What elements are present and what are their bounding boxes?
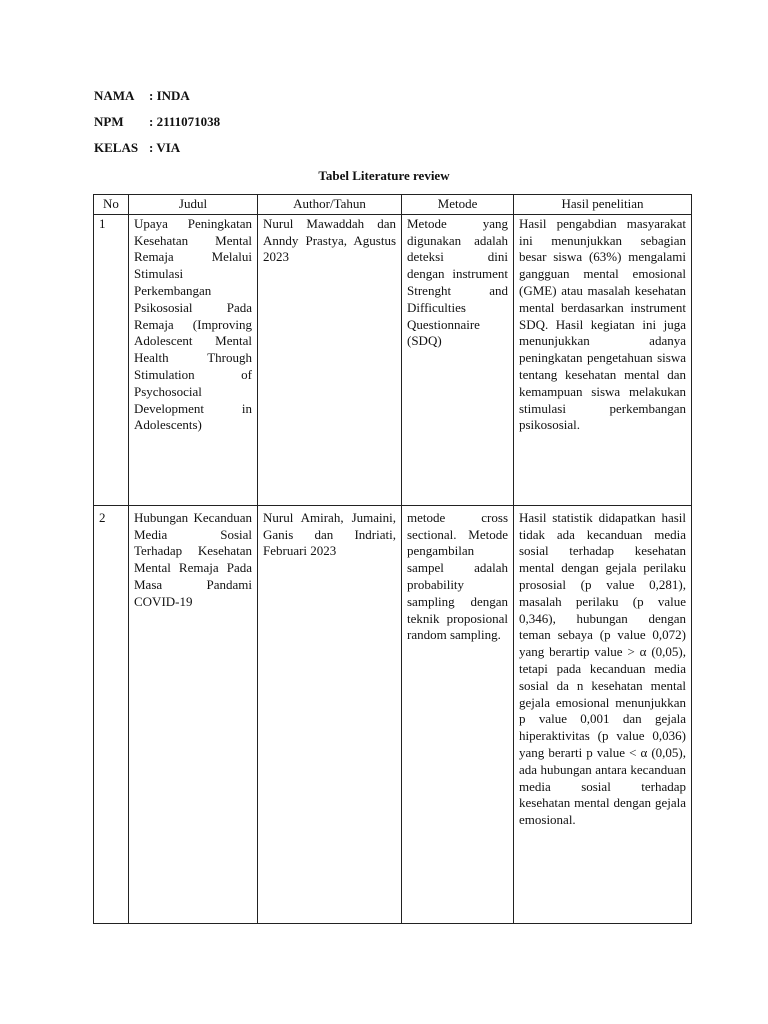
- npm-value: : 2111071038: [149, 114, 221, 129]
- name-row: [94, 88, 220, 114]
- cell-metode: Metode yang digunakan adalah deteksi dini dengan instrument Strenght and Difficulties Questionnaire (SDQ): [402, 214, 514, 505]
- cell-author: Nurul Mawaddah dan Anndy Prastya, Agustus 2023: [258, 214, 402, 505]
- name-label: NAMA: [94, 88, 135, 103]
- column-header-metode: Metode: [402, 195, 514, 215]
- cell-judul: Hubungan Kecanduan Media Sosial Terhadap Kesehatan Mental Remaja Pada Masa Pandami COVID-19: [129, 505, 258, 923]
- class-row: [94, 140, 220, 166]
- npm-label: NPM: [94, 114, 124, 129]
- name-value: : INDA: [149, 88, 190, 103]
- column-header-no: No: [94, 195, 129, 215]
- cell-no: 2: [94, 505, 129, 923]
- cell-author: Nurul Amirah, Jumaini, Ganis dan Indriati, Februari 2023: [258, 505, 402, 923]
- npm-row: [94, 114, 220, 140]
- student-info: [94, 88, 220, 166]
- column-header-author: Author/Tahun: [258, 195, 402, 215]
- literature-review-table: [93, 194, 692, 924]
- cell-judul: Upaya Peningkatan Kesehatan Mental Remaja Melalui Stimulasi Perkembangan Psikososial Pada Remaja (Improving Adolescent Mental Health Through Stimulation of Psychosocial Development in Adolescents): [129, 214, 258, 505]
- cell-no: 1: [94, 214, 129, 505]
- cell-metode: metode cross sectional. Metode pengambilan sampel adalah probability sampling dengan teknik proposional random sampling.: [402, 505, 514, 923]
- table-row: [94, 214, 692, 505]
- table-row: [94, 505, 692, 923]
- table-title: Tabel Literature review: [318, 168, 450, 183]
- class-value: : VIA: [149, 140, 181, 155]
- column-header-hasil: Hasil penelitian: [514, 195, 692, 215]
- table-header-row: [94, 195, 692, 215]
- class-label: KELAS: [94, 140, 139, 155]
- cell-hasil: Hasil statistik didapatkan hasil tidak ada kecanduan media sosial terhadap kesehatan mental dengan gejala perilaku prososial (p value 0,281), masalah perilaku (p value 0,346), hubungan dengan teman sebaya (p value 0,072) yang berartip value > α (0,05), tetapi pada kecanduan media sosial da n kesehatan mental gejala emosional menunjukkan p value 0,001 dan gejala hiperaktivitas (p value 0,036) yang berarti p value < α (0,05), ada hubungan antara kecanduan media sosial terhadap kesehatan mental dengan gejala emosional.: [514, 505, 692, 923]
- column-header-judul: Judul: [129, 195, 258, 215]
- cell-hasil: Hasil pengabdian masyarakat ini menunjukkan sebagian besar siswa (63%) mengalami gangguan mental emosional (GME) atau masalah kesehatan mental berdasarkan instrument SDQ. Hasil kegiatan ini juga menunjukkan adanya peningkatan pengetahuan siswa tentang kesehatan mental dan kemampuan siswa melakukan stimulasi perkembangan psikososial.: [514, 214, 692, 505]
